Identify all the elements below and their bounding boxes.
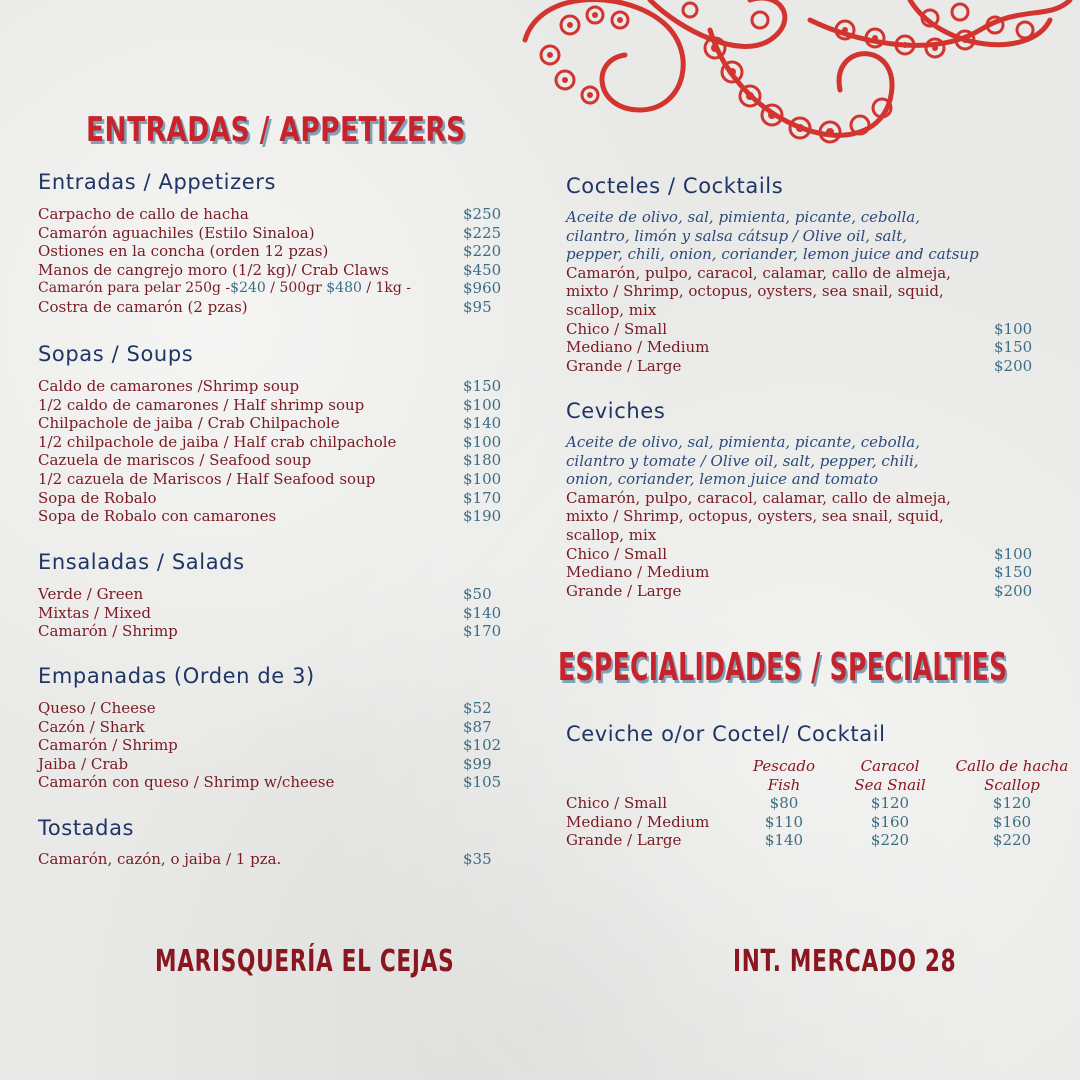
cell-price: $80 (769, 794, 799, 813)
menu-item-price: $250 (463, 205, 502, 223)
especialidades-table (566, 757, 1076, 857)
size-name: Chico / Small (566, 794, 667, 813)
menu-item-price: $140 (463, 603, 502, 622)
shrimp-weight-500g: / 500gr (265, 280, 327, 297)
shrimp-price-250g: $240 (230, 280, 266, 297)
location-text: INT. MERCADO 28 (733, 944, 957, 979)
menu-item-price: $105 (463, 773, 502, 792)
ceviches-options: scallop, mix (566, 526, 657, 544)
size-name: Mediano / Medium (566, 338, 710, 357)
column-header-es: Caracol (860, 757, 920, 775)
menu-item-price: $102 (463, 736, 502, 755)
menu-item-price: $100 (463, 432, 502, 451)
menu-item-name: Jaiba / Crab (38, 754, 129, 773)
menu-item-name: Cazuela de mariscos / Seafood soup (38, 451, 312, 470)
size-name: Mediano / Medium (566, 812, 710, 831)
cocteles-description: cilantro, limón y salsa cátsup / Olive oil, salt, (566, 226, 908, 245)
menu-item-price: $99 (463, 754, 492, 773)
ceviches-options: Camarón, pulpo, caracol, calamar, callo de almeja, (566, 488, 951, 507)
menu-item-name: Verde / Green (38, 585, 144, 603)
menu-item-price: $225 (463, 223, 502, 242)
column-header-es: Callo de hacha (955, 757, 1069, 775)
menu-item-name: Costra de camarón (2 pzas) (38, 298, 248, 316)
cocteles-options: scallop, mix (566, 301, 657, 319)
size-name: Mediano / Medium (566, 563, 710, 582)
cell-price: $160 (992, 812, 1032, 831)
menu-item-price: $50 (463, 585, 492, 603)
size-price: $200 (994, 581, 1033, 600)
menu-item-name: Camarón / Shrimp (38, 622, 178, 641)
octopus-illustration (510, 0, 1080, 160)
menu-item-name: Camarón / Shrimp (38, 736, 178, 755)
cell-price: $220 (870, 831, 910, 850)
size-name: Grande / Large (566, 581, 682, 600)
menu-item-price: $87 (463, 717, 492, 736)
sopas-heading: Sopas / Soups (38, 342, 194, 366)
menu-item-price: $190 (463, 507, 502, 526)
cocteles-options: mixto / Shrimp, octopus, oysters, sea snail, squid, (566, 282, 944, 301)
size-price: $100 (994, 319, 1033, 338)
cell-price: $160 (870, 812, 910, 831)
menu-item-name: Chilpachole de jaiba / Crab Chilpachole (38, 414, 340, 433)
menu-item-shrimp-peel (38, 279, 411, 298)
menu-item-name: Manos de cangrejo moro (1/2 kg)/ Crab Claws (38, 260, 389, 279)
ceviches-description: cilantro y tomate / Olive oil, salt, pepper, chili, (566, 451, 919, 470)
column-header-en: Scallop (984, 775, 1040, 794)
menu-item-name: Queso / Cheese (38, 699, 156, 717)
size-price: $150 (994, 338, 1033, 357)
menu-item-name: Camarón aguachiles (Estilo Sinaloa) (38, 223, 315, 242)
cell-price: $110 (764, 812, 804, 831)
especialidades-heading: Ceviche o/or Coctel/ Cocktail (566, 722, 886, 746)
size-name: Chico / Small (566, 544, 667, 563)
menu-item-name: Camarón con queso / Shrimp w/cheese (38, 773, 335, 792)
menu-item-price: $35 (463, 850, 492, 868)
ceviches-options: mixto / Shrimp, octopus, oysters, sea snail, squid, (566, 507, 944, 526)
menu-item-price: $150 (463, 377, 502, 395)
menu-item-price: $95 (463, 298, 492, 316)
menu-item-price: $52 (463, 699, 492, 717)
appetizers-title: ENTRADAS / APPETIZERS (86, 110, 466, 150)
cocteles-description: Aceite de olivo, sal, pimienta, picante, cebolla, (566, 208, 920, 226)
menu-item-price: $960 (463, 279, 502, 298)
size-name: Chico / Small (566, 319, 667, 338)
cell-price: $220 (992, 831, 1032, 850)
shrimp-weight-1kg: / 1kg - (361, 280, 412, 297)
menu-item-name: 1/2 caldo de camarones / Half shrimp soup (38, 395, 365, 414)
column-header-fish (736, 757, 832, 794)
shrimp-peel-label: Camarón para pelar 250g - (38, 280, 231, 297)
size-price: $150 (994, 563, 1033, 582)
menu-item-price: $170 (463, 488, 502, 507)
menu-item-price: $140 (463, 414, 502, 433)
ceviches-description: onion, coriander, lemon juice and tomato (566, 470, 879, 489)
menu-item-price: $220 (463, 242, 502, 261)
empanadas-heading: Empanadas (Orden de 3) (38, 664, 315, 688)
cocteles-description: pepper, chili, onion, coriander, lemon juice and catsup (566, 245, 979, 264)
ensaladas-heading: Ensaladas / Salads (38, 550, 245, 574)
menu-item-name: 1/2 chilpachole de jaiba / Half crab chilpachole (38, 432, 397, 451)
column-header-en: Sea Snail (854, 775, 926, 794)
menu-item-name: Sopa de Robalo con camarones (38, 507, 277, 526)
size-price: $200 (994, 356, 1033, 375)
cell-price: $120 (992, 794, 1032, 813)
cocteles-options: Camarón, pulpo, caracol, calamar, callo de almeja, (566, 263, 951, 282)
size-price: $100 (994, 544, 1033, 563)
column-header-es: Pescado (753, 757, 815, 775)
menu-item-name: Caldo de camarones /Shrimp soup (38, 377, 300, 395)
cell-price: $140 (764, 831, 804, 850)
ceviches-heading: Ceviches (566, 399, 666, 423)
size-name: Grande / Large (566, 356, 682, 375)
menu-item-price: $100 (463, 470, 502, 488)
menu-item-name: Mixtas / Mixed (38, 603, 151, 622)
restaurant-name: MARISQUERÍA EL CEJAS (155, 944, 455, 979)
menu-item-price: $170 (463, 622, 502, 641)
menu-item-name: Carpacho de callo de hacha (38, 205, 249, 223)
menu-item-price: $180 (463, 451, 502, 470)
column-header-sea-snail (840, 757, 940, 794)
menu-item-name: Sopa de Robalo (38, 488, 157, 507)
entradas-heading: Entradas / Appetizers (38, 170, 277, 194)
cell-price: $120 (870, 794, 910, 813)
menu-item-price: $450 (463, 260, 502, 279)
cocteles-heading: Cocteles / Cocktails (566, 174, 784, 198)
menu-item-name: Camarón, cazón, o jaiba / 1 pza. (38, 850, 282, 868)
menu-item-name: 1/2 cazuela de Mariscos / Half Seafood soup (38, 470, 376, 488)
column-header-scallop (948, 757, 1076, 794)
ceviches-description: Aceite de olivo, sal, pimienta, picante, cebolla, (566, 433, 920, 451)
menu-item-price: $100 (463, 395, 502, 414)
specialties-title: ESPECIALIDADES / SPECIALTIES (558, 645, 1008, 689)
tostadas-heading: Tostadas (38, 816, 135, 840)
size-name: Grande / Large (566, 831, 682, 850)
column-header-en: Fish (767, 775, 801, 794)
shrimp-price-500g: $480 (326, 280, 362, 297)
menu-item-name: Cazón / Shark (38, 717, 145, 736)
menu-item-name: Ostiones en la concha (orden 12 pzas) (38, 242, 329, 261)
